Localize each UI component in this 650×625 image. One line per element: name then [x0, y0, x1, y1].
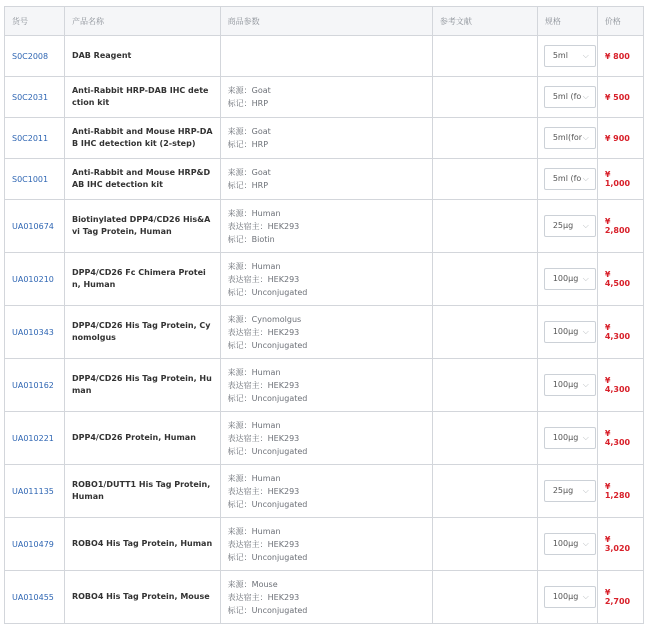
- sku-link[interactable]: S0C2011: [12, 133, 49, 143]
- sku-cell: [5, 306, 65, 359]
- chevron-down-icon: ⌵: [582, 486, 589, 495]
- param-line: 标记：Unconjugated: [227, 340, 308, 350]
- sku-cell: [5, 200, 65, 253]
- param-line: 标记：Unconjugated: [227, 552, 308, 562]
- spec-value: 25μg: [552, 221, 574, 230]
- sku-link[interactable]: S0C2031: [12, 92, 49, 102]
- spec-value: 100μg: [552, 274, 579, 283]
- param-line: 表达宿主：HEK293: [227, 539, 300, 549]
- chevron-down-icon: ⌵: [582, 380, 589, 389]
- header-spec: 规格: [537, 7, 597, 36]
- param-line: 来源：Goat: [227, 86, 271, 95]
- reference-cell: [432, 253, 537, 306]
- sku-link[interactable]: UA010455: [12, 592, 54, 602]
- spec-cell: [537, 200, 597, 253]
- param-line: 标记：Unconjugated: [227, 287, 308, 297]
- param-line: 标记：HRP: [227, 181, 269, 190]
- spec-value: 5ml (fo: [552, 174, 582, 183]
- reference-cell: [432, 465, 537, 518]
- product-name: ROBO4 His Tag Protein, Mouse: [64, 571, 220, 624]
- product-params: [220, 518, 432, 571]
- table-row: [5, 159, 644, 200]
- product-params: [220, 465, 432, 518]
- sku-cell: [5, 518, 65, 571]
- param-line: 表达宿主：HEK293: [227, 380, 300, 390]
- product-name: ROBO4 His Tag Protein, Human: [64, 518, 220, 571]
- product-name: DPP4/CD26 His Tag Protein, Human: [64, 359, 220, 412]
- spec-cell: [537, 571, 597, 624]
- product-params: [220, 253, 432, 306]
- param-line: 标记：Unconjugated: [227, 605, 308, 615]
- sku-link[interactable]: UA011135: [12, 486, 54, 496]
- spec-value: 5ml: [552, 51, 568, 60]
- param-line: 表达宿主：HEK293: [227, 486, 300, 496]
- spec-select[interactable]: [544, 45, 596, 67]
- price: ¥ 1,000: [597, 159, 643, 200]
- param-line: 表达宿主：HEK293: [227, 433, 300, 443]
- param-line: 标记：Biotin: [227, 234, 275, 244]
- sku-link[interactable]: UA010674: [12, 221, 54, 231]
- spec-cell: [537, 465, 597, 518]
- sku-link[interactable]: UA010343: [12, 327, 54, 337]
- param-line: 来源：Mouse: [227, 579, 278, 589]
- param-line: 来源：Human: [227, 526, 281, 536]
- header-params: 商品参数: [220, 7, 432, 36]
- product-params: [220, 200, 432, 253]
- product-name: Biotinylated DPP4/CD26 His&Avi Tag Protein, Human: [64, 200, 220, 253]
- reference-cell: [432, 77, 537, 118]
- reference-cell: [432, 518, 537, 571]
- reference-cell: [432, 200, 537, 253]
- sku-link[interactable]: UA010162: [12, 380, 54, 390]
- product-params: [220, 118, 432, 159]
- spec-cell: [537, 518, 597, 571]
- product-name: DPP4/CD26 Protein, Human: [64, 412, 220, 465]
- spec-value: 100μg: [552, 539, 579, 548]
- price: ¥ 4,300: [597, 359, 643, 412]
- price: ¥ 1,280: [597, 465, 643, 518]
- table-row: [5, 36, 644, 77]
- param-line: 来源：Human: [227, 473, 281, 483]
- spec-value: 5ml (fo: [552, 92, 582, 101]
- table-row: [5, 359, 644, 412]
- price: ¥ 500: [597, 77, 643, 118]
- table-header-row: [5, 7, 644, 36]
- product-name: Anti-Rabbit and Mouse HRP&DAB IHC detection kit: [64, 159, 220, 200]
- chevron-down-icon: ⌵: [582, 221, 589, 230]
- spec-select[interactable]: [544, 268, 596, 290]
- chevron-down-icon: ⌵: [582, 433, 589, 442]
- spec-value: 100μg: [552, 433, 579, 442]
- reference-cell: [432, 359, 537, 412]
- spec-value: 5ml(for: [552, 133, 583, 142]
- product-name: Anti-Rabbit and Mouse HRP-DAB IHC detection kit (2-step): [64, 118, 220, 159]
- product-params: [220, 36, 432, 77]
- param-line: 表达宿主：HEK293: [227, 221, 300, 231]
- param-line: 来源：Goat: [227, 127, 271, 136]
- spec-select[interactable]: [544, 168, 596, 190]
- reference-cell: [432, 306, 537, 359]
- sku-cell: [5, 465, 65, 518]
- table-row: [5, 118, 644, 159]
- spec-select[interactable]: [544, 127, 596, 149]
- sku-cell: [5, 571, 65, 624]
- chevron-down-icon: ⌵: [582, 274, 589, 283]
- sku-cell: [5, 118, 65, 159]
- header-name: 产品名称: [64, 7, 220, 36]
- param-line: 来源：Cynomolgus: [227, 314, 302, 324]
- product-params: [220, 412, 432, 465]
- product-params: [220, 159, 432, 200]
- header-sku: 货号: [5, 7, 65, 36]
- chevron-down-icon: ⌵: [582, 539, 589, 548]
- chevron-down-icon: ⌵: [582, 133, 589, 142]
- param-line: 表达宿主：HEK293: [227, 274, 300, 284]
- spec-select[interactable]: [544, 215, 596, 237]
- param-line: 标记：Unconjugated: [227, 446, 308, 456]
- price: ¥ 3,020: [597, 518, 643, 571]
- price: ¥ 800: [597, 36, 643, 77]
- chevron-down-icon: ⌵: [582, 327, 589, 336]
- reference-cell: [432, 412, 537, 465]
- product-params: [220, 359, 432, 412]
- product-name: DPP4/CD26 Fc Chimera Protein, Human: [64, 253, 220, 306]
- product-params: [220, 571, 432, 624]
- spec-select[interactable]: [544, 86, 596, 108]
- table-row: [5, 412, 644, 465]
- price: ¥ 4,300: [597, 412, 643, 465]
- sku-link[interactable]: UA010210: [12, 274, 54, 284]
- reference-cell: [432, 159, 537, 200]
- spec-cell: [537, 359, 597, 412]
- param-line: 标记：HRP: [227, 140, 269, 149]
- table-row: [5, 306, 644, 359]
- chevron-down-icon: ⌵: [582, 174, 589, 183]
- reference-cell: [432, 571, 537, 624]
- param-line: 来源：Human: [227, 367, 281, 377]
- spec-select[interactable]: [544, 427, 596, 449]
- spec-cell: [537, 118, 597, 159]
- spec-value: 100μg: [552, 592, 579, 601]
- spec-select[interactable]: [544, 374, 596, 396]
- sku-link[interactable]: UA010479: [12, 539, 54, 549]
- param-line: 来源：Human: [227, 420, 281, 430]
- price: ¥ 2,800: [597, 200, 643, 253]
- param-line: 标记：Unconjugated: [227, 499, 308, 509]
- param-line: 来源：Goat: [227, 168, 271, 177]
- chevron-down-icon: ⌵: [582, 51, 589, 60]
- price: ¥ 2,700: [597, 571, 643, 624]
- product-name: DPP4/CD26 His Tag Protein, Cynomolgus: [64, 306, 220, 359]
- sku-link[interactable]: UA010221: [12, 433, 54, 443]
- table-row: [5, 571, 644, 624]
- table-row: [5, 253, 644, 306]
- price: ¥ 4,300: [597, 306, 643, 359]
- price: ¥ 900: [597, 118, 643, 159]
- sku-cell: [5, 253, 65, 306]
- param-line: 标记：HRP: [227, 99, 269, 108]
- param-line: 表达宿主：HEK293: [227, 592, 300, 602]
- reference-cell: [432, 36, 537, 77]
- chevron-down-icon: ⌵: [582, 592, 589, 601]
- chevron-down-icon: ⌵: [582, 92, 589, 101]
- spec-select[interactable]: [544, 480, 596, 502]
- sku-link[interactable]: S0C1001: [12, 174, 49, 184]
- product-params: [220, 306, 432, 359]
- product-name: DAB Reagent: [64, 36, 220, 77]
- sku-cell: [5, 159, 65, 200]
- table-row: [5, 465, 644, 518]
- product-params: [220, 77, 432, 118]
- spec-value: 100μg: [552, 327, 579, 336]
- product-name: ROBO1/DUTT1 His Tag Protein, Human: [64, 465, 220, 518]
- param-line: 表达宿主：HEK293: [227, 327, 300, 337]
- sku-cell: [5, 359, 65, 412]
- param-line: 来源：Human: [227, 261, 281, 271]
- spec-cell: [537, 159, 597, 200]
- spec-cell: [537, 306, 597, 359]
- product-table: [4, 6, 644, 624]
- table-row: [5, 200, 644, 253]
- table-row: [5, 518, 644, 571]
- spec-cell: [537, 412, 597, 465]
- header-ref: 参考文献: [432, 7, 537, 36]
- spec-select[interactable]: [544, 586, 596, 608]
- param-line: 来源：Human: [227, 208, 281, 218]
- spec-cell: [537, 77, 597, 118]
- product-name: Anti-Rabbit HRP-DAB IHC detection kit: [64, 77, 220, 118]
- reference-cell: [432, 118, 537, 159]
- spec-select[interactable]: [544, 321, 596, 343]
- spec-cell: [537, 253, 597, 306]
- spec-value: 100μg: [552, 380, 579, 389]
- sku-cell: [5, 77, 65, 118]
- table-row: [5, 77, 644, 118]
- sku-cell: [5, 412, 65, 465]
- spec-select[interactable]: [544, 533, 596, 555]
- spec-cell: [537, 36, 597, 77]
- sku-link[interactable]: S0C2008: [12, 51, 49, 61]
- sku-cell: [5, 36, 65, 77]
- spec-value: 25μg: [552, 486, 574, 495]
- price: ¥ 4,500: [597, 253, 643, 306]
- param-line: 标记：Unconjugated: [227, 393, 308, 403]
- header-price: 价格: [597, 7, 643, 36]
